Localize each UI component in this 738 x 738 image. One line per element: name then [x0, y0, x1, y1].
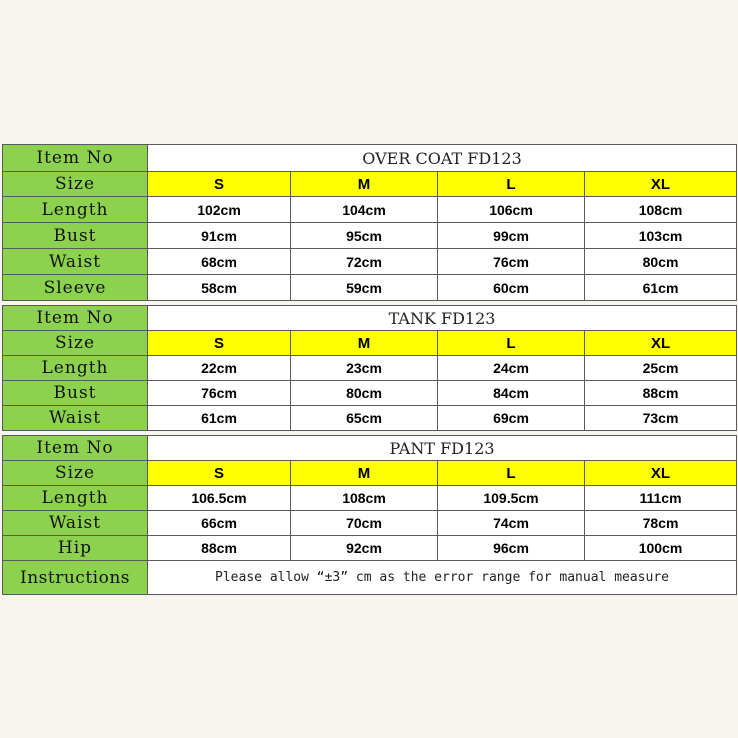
table-cell: 96cm: [438, 536, 585, 561]
size-label: Size: [3, 461, 148, 486]
table-cell: 76cm: [438, 249, 585, 275]
table-cell: 78cm: [585, 511, 737, 536]
table-row: [3, 223, 737, 249]
table-row: [3, 436, 737, 461]
size-m: M: [291, 172, 438, 197]
bust-label: Bust: [3, 381, 148, 406]
pant-size-table: [2, 435, 737, 595]
table-cell: 74cm: [438, 511, 585, 536]
table-cell: 65cm: [291, 406, 438, 431]
tank-size-table: [2, 305, 737, 431]
size-l: L: [438, 172, 585, 197]
size-l: L: [438, 461, 585, 486]
table-cell: 106.5cm: [148, 486, 291, 511]
size-xl: XL: [585, 331, 737, 356]
size-header-row: [3, 331, 737, 356]
table-cell: 109.5cm: [438, 486, 585, 511]
table-cell: 66cm: [148, 511, 291, 536]
instructions-row: [3, 561, 737, 595]
table-cell: 59cm: [291, 275, 438, 301]
table-cell: 91cm: [148, 223, 291, 249]
table-row: [3, 145, 737, 172]
size-s: S: [148, 331, 291, 356]
table-cell: 61cm: [148, 406, 291, 431]
table-cell: 69cm: [438, 406, 585, 431]
length-label: Length: [3, 356, 148, 381]
item-no-label: Item No: [3, 306, 148, 331]
table-cell: 68cm: [148, 249, 291, 275]
hip-label: Hip: [3, 536, 148, 561]
size-l: L: [438, 331, 585, 356]
table-cell: 76cm: [148, 381, 291, 406]
size-s: S: [148, 461, 291, 486]
table-row: [3, 197, 737, 223]
table-cell: 73cm: [585, 406, 737, 431]
table-cell: 23cm: [291, 356, 438, 381]
pant-title: PANT FD123: [148, 436, 737, 461]
sleeve-label: Sleeve: [3, 275, 148, 301]
table-cell: 92cm: [291, 536, 438, 561]
table-row: [3, 249, 737, 275]
table-row: [3, 536, 737, 561]
table-row: [3, 306, 737, 331]
size-xl: XL: [585, 461, 737, 486]
table-cell: 70cm: [291, 511, 438, 536]
table-row: [3, 486, 737, 511]
table-cell: 80cm: [585, 249, 737, 275]
table-cell: 25cm: [585, 356, 737, 381]
waist-label: Waist: [3, 511, 148, 536]
size-label: Size: [3, 172, 148, 197]
table-cell: 102cm: [148, 197, 291, 223]
bust-label: Bust: [3, 223, 148, 249]
table-cell: 100cm: [585, 536, 737, 561]
table-row: [3, 406, 737, 431]
table-cell: 58cm: [148, 275, 291, 301]
waist-label: Waist: [3, 406, 148, 431]
table-cell: 106cm: [438, 197, 585, 223]
table-cell: 72cm: [291, 249, 438, 275]
size-header-row: [3, 461, 737, 486]
waist-label: Waist: [3, 249, 148, 275]
instructions-label: Instructions: [3, 561, 148, 595]
table-cell: 99cm: [438, 223, 585, 249]
tank-title: TANK FD123: [148, 306, 737, 331]
size-label: Size: [3, 331, 148, 356]
size-header-row: [3, 172, 737, 197]
length-label: Length: [3, 197, 148, 223]
table-row: [3, 381, 737, 406]
table-cell: 108cm: [585, 197, 737, 223]
table-cell: 108cm: [291, 486, 438, 511]
table-row: [3, 275, 737, 301]
item-no-label: Item No: [3, 145, 148, 172]
table-cell: 24cm: [438, 356, 585, 381]
length-label: Length: [3, 486, 148, 511]
table-cell: 84cm: [438, 381, 585, 406]
table-cell: 88cm: [148, 536, 291, 561]
table-cell: 61cm: [585, 275, 737, 301]
table-row: [3, 356, 737, 381]
size-m: M: [291, 331, 438, 356]
table-cell: 22cm: [148, 356, 291, 381]
size-s: S: [148, 172, 291, 197]
size-xl: XL: [585, 172, 737, 197]
over-coat-size-table: [2, 144, 737, 301]
table-cell: 103cm: [585, 223, 737, 249]
table-cell: 104cm: [291, 197, 438, 223]
item-no-label: Item No: [3, 436, 148, 461]
table-cell: 95cm: [291, 223, 438, 249]
table-cell: 111cm: [585, 486, 737, 511]
over-coat-title: OVER COAT FD123: [148, 145, 737, 172]
table-cell: 88cm: [585, 381, 737, 406]
size-m: M: [291, 461, 438, 486]
table-cell: 80cm: [291, 381, 438, 406]
instructions-text: Please allow “±3” cm as the error range for manual measure: [148, 561, 737, 595]
table-cell: 60cm: [438, 275, 585, 301]
table-row: [3, 511, 737, 536]
